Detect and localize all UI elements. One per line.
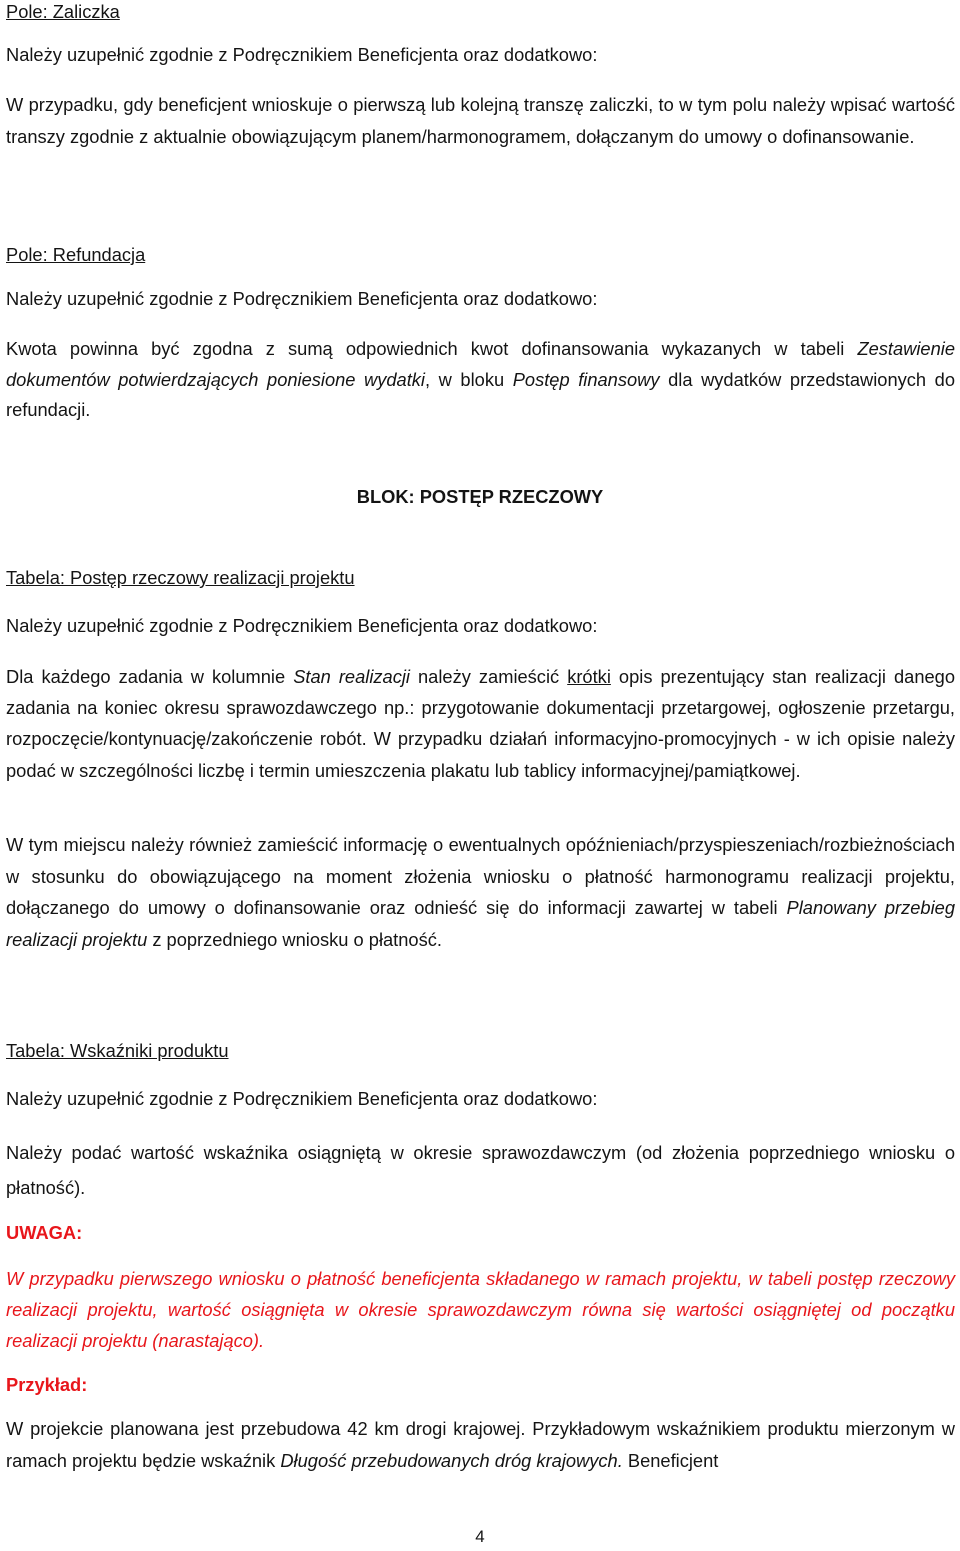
paragraph-postep-1	[6, 661, 955, 786]
text-run: , w bloku	[425, 368, 513, 390]
text-run-italic: Zestawienie dokumentów potwierdzających poniesione wydatki	[6, 338, 955, 390]
block-heading: BLOK: POSTĘP RZECZOWY	[356, 486, 604, 507]
warning-paragraph: W przypadku pierwszego wniosku o płatność beneficjenta składanego w ramach projektu, w tabeli postęp rzeczowy realizacji projektu, wartość osiągnięta w okresie sprawozdawczym równa się wartości osiągniętej od początku realizacji projektu (narastająco).	[6, 1268, 955, 1352]
warning-label: UWAGA:	[6, 1222, 83, 1243]
section-title-wskazniki: Tabela: Wskaźniki produktu	[6, 1040, 229, 1061]
text-run-italic: Długość przebudowanych dróg krajowych.	[280, 1449, 623, 1471]
section-title-postep-rzeczowy: Tabela: Postęp rzeczowy realizacji projektu	[6, 567, 355, 588]
text-run: W projekcie planowana jest przebudowa 42 km drogi krajowej. Przykładowym wskaźnikiem produktu mierzonym w ramach projektu będzie wskaźnik	[6, 1418, 955, 1471]
text-run: dla wydatków przedstawionych do refundacji.	[6, 368, 955, 420]
section-intro-zaliczka: Należy uzupełnić zgodnie z Podręcznikiem Beneficjenta oraz dodatkowo:	[6, 44, 598, 65]
text-run: z poprzedniego wniosku o płatność.	[147, 928, 442, 950]
text-run-underline: krótki	[567, 666, 611, 687]
text-run: W tym miejscu należy również zamieścić informację o ewentualnych opóźnieniach/przyspieszeniach/rozbieżnościach w stosunku do obowiązującego na moment złożenia wniosku o płatność harmonogramu realizacji projektu, dołączanego do umowy o dofinansowanie oraz odnieść się do informacji zawartej w tabeli	[6, 834, 955, 918]
text-run: Kwota powinna być zgodna z sumą odpowiednich kwot dofinansowania wykazanych w tabeli	[6, 338, 858, 359]
text-run-italic: Postęp finansowy	[512, 368, 660, 390]
text-run: Dla każdego zadania w kolumnie	[6, 666, 294, 687]
text-run-italic: Planowany przebieg realizacji projektu	[6, 897, 955, 950]
example-paragraph	[6, 1413, 955, 1476]
paragraph-postep-2	[6, 829, 955, 955]
text-run-italic: Stan realizacji	[293, 666, 410, 687]
page-number: 4	[475, 1527, 485, 1546]
paragraph-wskazniki: Należy podać wartość wskaźnika osiągniętą w okresie sprawozdawczym (od złożenia poprzedniego wniosku o płatność).	[6, 1142, 955, 1198]
section-intro-wskazniki: Należy uzupełnić zgodnie z Podręcznikiem Beneficjenta oraz dodatkowo:	[6, 1088, 598, 1109]
text-run: opis prezentujący stan realizacji danego zadania na koniec okresu sprawozdawczego np.: przygotowanie dokumentacji przetargowej, ogłoszenie przetargu, rozpoczęcie/kontynuację/zakończenie robót. W przypadku działań informacyjno-promocyjnych - w ich opisie należy podać w szczególności liczbę i termin umieszczenia plakatu lub tablicy informacyjnej/pamiątkowej.	[6, 666, 955, 781]
text-run: należy zamieścić	[409, 666, 568, 687]
paragraph-zaliczka: W przypadku, gdy beneficjent wnioskuje o pierwszą lub kolejną transzę zaliczki, to w tym polu należy wpisać wartość transzy zgodnie z aktualnie obowiązującym planem/harmonogramem, dołączanym do umowy o dofinansowanie.	[6, 94, 955, 147]
section-title-refundacja: Pole: Refundacja	[6, 244, 146, 265]
paragraph-refundacja	[6, 334, 955, 426]
section-title-zaliczka: Pole: Zaliczka	[6, 1, 120, 22]
section-intro-refundacja: Należy uzupełnić zgodnie z Podręcznikiem Beneficjenta oraz dodatkowo:	[6, 288, 598, 309]
section-intro-postep-rzeczowy: Należy uzupełnić zgodnie z Podręcznikiem Beneficjenta oraz dodatkowo:	[6, 615, 598, 636]
example-label: Przykład:	[6, 1374, 88, 1395]
text-run: Beneficjent	[622, 1449, 719, 1471]
